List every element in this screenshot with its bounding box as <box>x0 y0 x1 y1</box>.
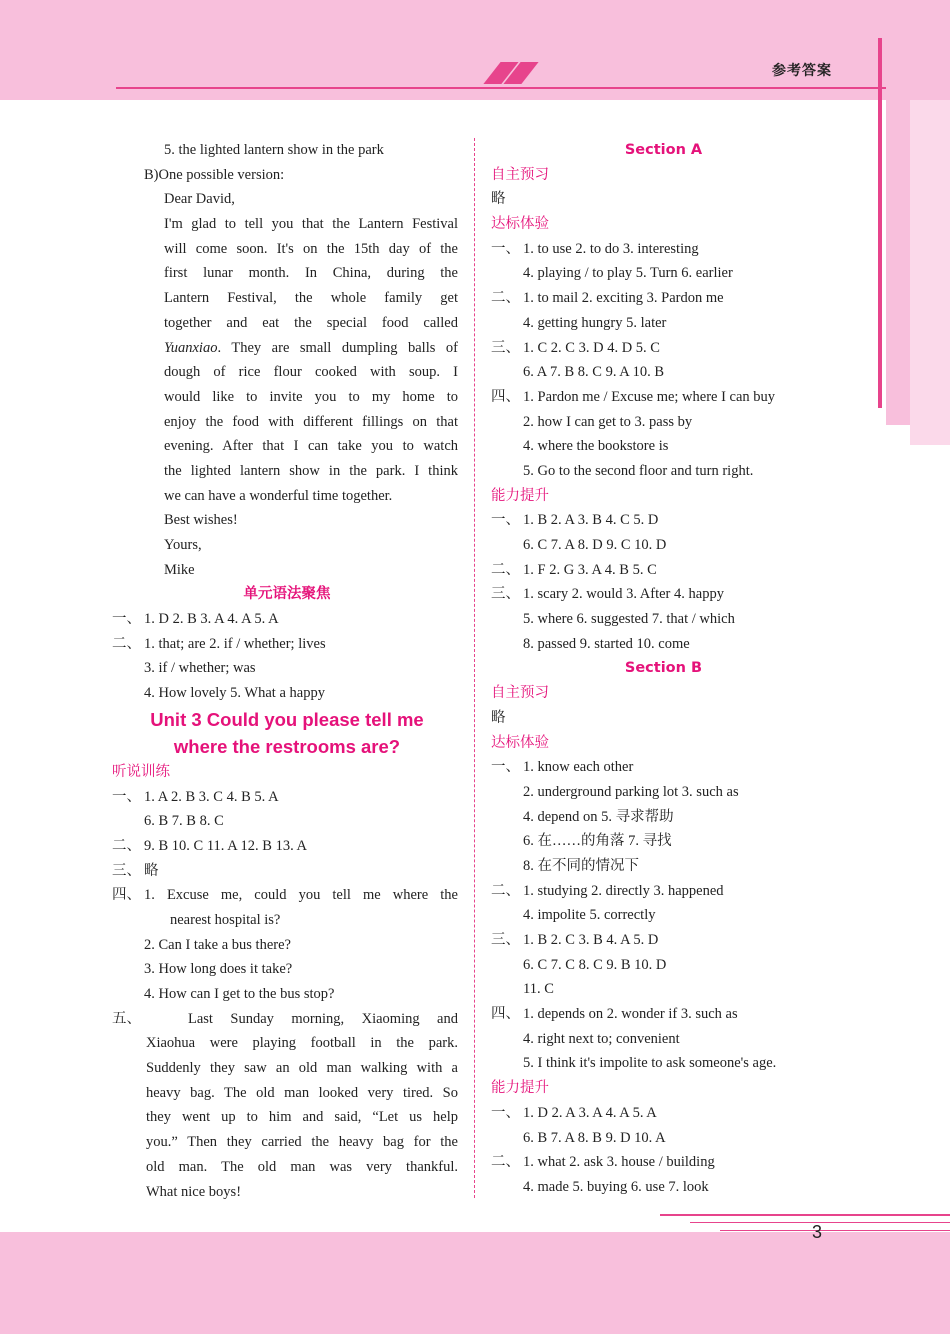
answer-text: 1. studying 2. directly 3. happened <box>523 882 724 899</box>
answer-text: 4. depend on 5. 寻求帮助 <box>523 808 674 825</box>
section-heading: 达标体验 <box>491 734 549 751</box>
italic-word: Yuanxiao <box>164 339 218 356</box>
item-number-label: 二、 <box>112 837 141 854</box>
answer-text: 1. to mail 2. exciting 3. Pardon me <box>523 290 724 307</box>
item-number-label: 四、 <box>491 1006 520 1023</box>
answer-text: I'm glad to tell you that the Lantern Festival <box>164 216 458 233</box>
answer-text: will come soon. It's on the 15th day of the <box>164 240 458 257</box>
answer-text: 6. C 7. C 8. C 9. B 10. D <box>523 956 667 973</box>
answer-line <box>112 434 462 459</box>
answer-line <box>491 360 836 385</box>
answer-text: together and eat the special food called <box>164 314 458 331</box>
answer-line <box>112 163 462 188</box>
answer-line <box>491 780 836 805</box>
answer-line <box>491 237 836 262</box>
answer-line <box>491 755 836 780</box>
answer-line <box>112 286 462 311</box>
answer-line <box>491 286 836 311</box>
answer-text: Mike <box>164 561 195 578</box>
answer-line <box>112 982 462 1007</box>
answer-line <box>112 484 462 509</box>
answer-text: 1. B 2. A 3. B 4. C 5. D <box>523 512 659 529</box>
answer-line <box>112 1105 462 1130</box>
footer-line-1 <box>660 1214 950 1216</box>
answer-line <box>112 558 462 583</box>
answer-text: 6. C 7. A 8. D 9. C 10. D <box>523 537 667 553</box>
answer-text: Xiaohua were playing football in the park. <box>146 1035 458 1052</box>
item-number-label: 二、 <box>112 635 141 652</box>
item-number-label: 三、 <box>112 862 141 879</box>
answer-line <box>112 933 462 958</box>
answer-text: 8. 在不同的情况下 <box>523 857 639 874</box>
answer-line <box>491 879 836 904</box>
footer-band <box>0 1232 950 1334</box>
answer-text: 1. know each other <box>523 759 634 776</box>
answer-line <box>112 656 462 681</box>
answer-line <box>112 410 462 435</box>
answer-line <box>112 607 462 632</box>
answer-text: Suddenly they saw an old man walking with a <box>146 1060 458 1077</box>
item-number-label: 二、 <box>491 882 520 899</box>
answer-text: first lunar month. In China, during the <box>164 265 458 282</box>
item-number-label: 二、 <box>491 561 520 578</box>
answer-text: 略 <box>491 709 506 726</box>
item-number-label: 五、 <box>112 1010 141 1027</box>
answer-line <box>112 681 462 706</box>
answer-text: 2. how I can get to 3. pass by <box>523 413 693 430</box>
answer-text: 1. Excuse me, could you tell me where the <box>144 887 458 904</box>
answer-line <box>491 1027 836 1052</box>
answer-line <box>491 632 836 657</box>
answer-line <box>112 533 462 558</box>
unit-title: Unit 3 Could you please tell me <box>150 708 424 730</box>
answer-line <box>491 706 836 731</box>
answer-text: 4. made 5. buying 6. use 7. look <box>523 1178 709 1195</box>
answer-text: 1. B 2. C 3. B 4. A 5. D <box>523 932 659 948</box>
answer-line <box>491 558 836 583</box>
answer-line <box>112 1007 462 1032</box>
header-rule <box>116 87 906 89</box>
answer-text: they went up to him and said, “Let us help <box>146 1109 458 1126</box>
item-number-label: 一、 <box>491 759 520 776</box>
side-bar-line <box>878 38 882 408</box>
item-number-label: 三、 <box>491 586 520 603</box>
answer-text: we can have a wonderful time together. <box>164 487 393 504</box>
answer-line <box>112 908 462 933</box>
right-column <box>491 138 836 1200</box>
answer-text: 5. where 6. suggested 7. that / which <box>523 611 735 628</box>
item-number-label: 三、 <box>491 339 520 356</box>
answer-text: Last Sunday morning, Xiaoming and <box>188 1010 458 1027</box>
answer-text: 3. How long does it take? <box>144 961 293 978</box>
answer-text: Best wishes! <box>164 512 238 529</box>
answer-line <box>491 261 836 286</box>
answer-line <box>112 311 462 336</box>
answer-line <box>491 805 836 830</box>
section-heading: 听说训练 <box>112 763 170 780</box>
item-number-label: 二、 <box>491 290 520 307</box>
answer-line <box>112 1130 462 1155</box>
answer-text: 1. that; are 2. if / whether; lives <box>144 635 326 652</box>
answer-text: Dear David, <box>164 191 235 208</box>
item-number-label: 一、 <box>112 611 141 628</box>
answer-text: 1. Pardon me / Excuse me; where I can buy <box>523 388 776 405</box>
answer-line <box>491 1051 836 1076</box>
answer-text: Lantern Festival, the whole family get <box>164 290 458 307</box>
answer-line <box>491 953 836 978</box>
column-divider <box>474 138 475 1198</box>
answer-line <box>112 809 462 834</box>
answer-text: 4. getting hungry 5. later <box>523 314 667 331</box>
answer-line <box>112 212 462 237</box>
item-number-label: 四、 <box>112 887 141 904</box>
answer-line <box>112 187 462 212</box>
answer-line <box>112 508 462 533</box>
side-bar-pale <box>910 100 950 445</box>
answer-text: 1. what 2. ask 3. house / building <box>523 1154 715 1171</box>
answer-line <box>491 533 836 558</box>
answer-text: old man. The old man was very thankful. <box>146 1158 458 1175</box>
answer-line <box>112 459 462 484</box>
answer-line <box>112 1081 462 1106</box>
answer-line <box>112 632 462 657</box>
answer-text: 6. B 7. B 8. C <box>144 813 224 830</box>
section-heading: Section B <box>624 660 703 677</box>
section-heading: 能力提升 <box>491 1080 549 1097</box>
answer-text: 6. B 7. A 8. B 9. D 10. A <box>523 1129 666 1146</box>
answer-text: 8. passed 9. started 10. come <box>523 635 690 652</box>
section-heading: 自主预习 <box>491 166 549 183</box>
section-heading: Section A <box>624 142 703 158</box>
header-title: 参考答案 <box>772 63 832 79</box>
answer-line <box>491 434 836 459</box>
answer-line <box>112 138 462 163</box>
answer-text: 1. to use 2. to do 3. interesting <box>523 240 699 257</box>
answer-text: heavy bag. The old man looked very tired. So <box>146 1084 458 1101</box>
answer-line <box>112 336 462 361</box>
answer-text: 3. if / whether; was <box>144 660 256 677</box>
answer-line <box>491 977 836 1002</box>
answer-line <box>491 829 836 854</box>
answer-line <box>491 1002 836 1027</box>
item-number-label: 四、 <box>491 388 520 405</box>
answer-text: 9. B 10. C 11. A 12. B 13. A <box>144 837 308 854</box>
answer-line <box>112 360 462 385</box>
answer-text <box>164 336 458 361</box>
answer-text: 2. Can I take a bus there? <box>144 936 291 953</box>
answer-text: enjoy the food with different fillings on that <box>164 413 458 430</box>
item-number-label: 一、 <box>491 240 520 257</box>
answer-text: the lighted lantern show in the park. I think <box>164 462 458 479</box>
answer-text: 4. playing / to play 5. Turn 6. earlier <box>523 265 733 282</box>
answer-text: 4. where the bookstore is <box>523 438 669 455</box>
answer-line <box>491 385 836 410</box>
answer-line <box>112 834 462 859</box>
answer-text: you.” Then they carried the heavy bag for the <box>146 1134 458 1151</box>
answer-line <box>112 1056 462 1081</box>
answer-line <box>491 187 836 212</box>
answer-line <box>112 237 462 262</box>
answer-text: 1. A 2. B 3. C 4. B 5. A <box>144 788 279 805</box>
answer-line <box>491 508 836 533</box>
answer-line <box>112 957 462 982</box>
answer-text: Yours, <box>164 537 202 553</box>
item-number-label: 二、 <box>491 1154 520 1171</box>
answer-line <box>491 607 836 632</box>
section-heading: 自主预习 <box>491 685 549 702</box>
answer-line <box>491 582 836 607</box>
answer-line <box>491 928 836 953</box>
answer-line <box>491 1150 836 1175</box>
page-number: 3 <box>812 1222 823 1242</box>
answer-line <box>112 1155 462 1180</box>
answer-line <box>491 459 836 484</box>
answer-line <box>112 785 462 810</box>
answer-line <box>491 903 836 928</box>
answer-text: 1. scary 2. would 3. After 4. happy <box>523 586 724 603</box>
header-band <box>0 0 950 100</box>
answer-text: B)One possible version: <box>144 166 285 183</box>
answer-line <box>112 1180 462 1205</box>
answer-text: would like to invite you to my home to <box>164 388 458 405</box>
item-number-label: 一、 <box>491 1104 520 1121</box>
answer-text: 1. C 2. C 3. D 4. D 5. C <box>523 339 660 356</box>
answer-text: What nice boys! <box>146 1183 242 1200</box>
answer-text: 略 <box>144 862 159 879</box>
answer-line <box>112 1031 462 1056</box>
answer-text: 1. D 2. A 3. A 4. A 5. A <box>523 1104 657 1121</box>
left-column <box>112 138 462 1204</box>
answer-text: 11. C <box>523 981 554 998</box>
answer-line <box>112 859 462 884</box>
answer-line <box>491 311 836 336</box>
answer-text: 5. I think it's impolite to ask someone's age. <box>523 1055 777 1072</box>
answer-text: 4. impolite 5. correctly <box>523 907 656 924</box>
answer-text: 6. A 7. B 8. C 9. A 10. B <box>523 364 665 381</box>
answer-line <box>112 883 462 908</box>
answer-text: 4. How lovely 5. What a happy <box>144 685 325 702</box>
answer-text: evening. After that I can take you to watch <box>164 438 458 455</box>
section-heading: 能力提升 <box>491 487 549 504</box>
section-heading: 达标体验 <box>491 216 549 233</box>
answer-text: 1. F 2. G 3. A 4. B 5. C <box>523 561 657 578</box>
answer-text-rest: . They are small dumpling balls of <box>217 339 458 356</box>
answer-text: dough of rice flour cooked with soup. I <box>164 364 458 381</box>
answer-line <box>491 1175 836 1200</box>
answer-line <box>112 261 462 286</box>
answer-text: nearest hospital is? <box>170 911 281 928</box>
answer-line <box>491 854 836 879</box>
answer-text: 1. D 2. B 3. A 4. A 5. A <box>144 611 279 628</box>
answer-text: 5. the lighted lantern show in the park <box>164 142 384 158</box>
answer-text: 1. depends on 2. wonder if 3. such as <box>523 1006 738 1023</box>
answer-line <box>491 410 836 435</box>
item-number-label: 一、 <box>491 512 520 529</box>
section-heading: 单元语法聚焦 <box>243 586 331 603</box>
answer-line <box>491 1101 836 1126</box>
answer-line <box>112 385 462 410</box>
side-bar-light <box>886 45 910 425</box>
footer-line-3 <box>720 1230 950 1231</box>
item-number-label: 三、 <box>491 932 520 948</box>
answer-text: 5. Go to the second floor and turn right. <box>523 462 754 479</box>
item-number-label: 一、 <box>112 788 141 805</box>
answer-text: 略 <box>491 191 506 208</box>
answer-line <box>491 1126 836 1151</box>
answer-line <box>491 336 836 361</box>
answer-text: 4. How can I get to the bus stop? <box>144 986 335 1002</box>
answer-text: 6. 在……的角落 7. 寻找 <box>523 833 672 850</box>
answer-text: 4. right next to; convenient <box>523 1030 680 1047</box>
answer-text: 2. underground parking lot 3. such as <box>523 783 739 800</box>
unit-title: where the restrooms are? <box>173 735 401 757</box>
